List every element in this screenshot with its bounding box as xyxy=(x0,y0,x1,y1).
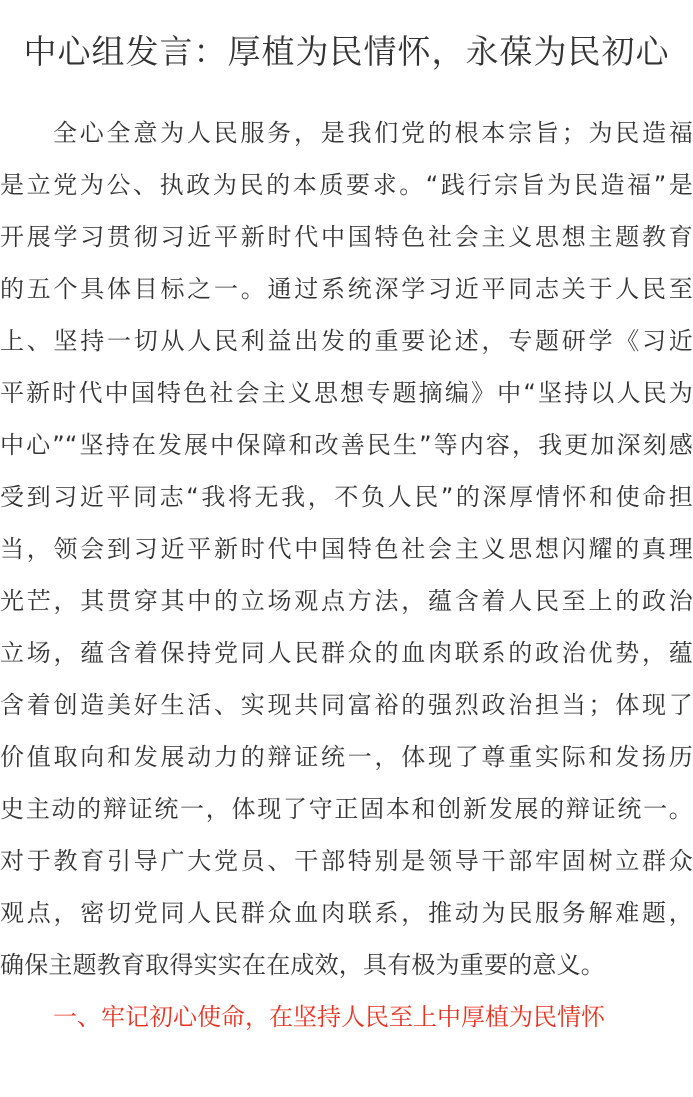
paragraph-line: 的五个具体目标之一。通过系统深学习近平同志关于人民至 xyxy=(0,275,693,303)
paragraph-line: 上、坚持一切从人民利益出发的重要论述，专题研学《习近 xyxy=(0,327,693,355)
paragraph-line: 含着创造美好生活、实现共同富裕的强烈政治担当；体现了 xyxy=(0,691,693,719)
paragraph-line: 史主动的辩证统一，体现了守正固本和创新发展的辩证统一。 xyxy=(0,795,693,823)
section-heading: 一、牢记初心使命，在坚持人民至上中厚植为民情怀 xyxy=(53,1003,605,1031)
paragraph-line: 受到习近平同志“我将无我，不负人民”的深厚情怀和使命担 xyxy=(0,483,693,511)
article-body xyxy=(0,107,693,1043)
paragraph-line: 对于教育引导广大党员、干部特别是领导干部牢固树立群众 xyxy=(0,847,693,875)
paragraph-line: 是立党为公、执政为民的本质要求。“践行宗旨为民造福”是 xyxy=(0,171,693,199)
paragraph-line: 立场，蕴含着保持党同人民群众的血肉联系的政治优势，蕴 xyxy=(0,639,693,667)
paragraph-line: 当，领会到习近平新时代中国特色社会主义思想闪耀的真理 xyxy=(0,535,693,563)
paragraph-line: 平新时代中国特色社会主义思想专题摘编》中“坚持以人民为 xyxy=(0,379,693,407)
paragraph-line: 中心”“坚持在发展中保障和改善民生”等内容，我更加深刻感 xyxy=(0,431,693,459)
paragraph-line: 开展学习贯彻习近平新时代中国特色社会主义思想主题教育 xyxy=(0,223,693,251)
paragraph-line: 观点，密切党同人民群众血肉联系，推动为民服务解难题， xyxy=(0,899,693,927)
paragraph-line: 光芒，其贯穿其中的立场观点方法，蕴含着人民至上的政治 xyxy=(0,587,693,615)
paragraph-line: 全心全意为人民服务，是我们党的根本宗旨；为民造福 xyxy=(53,119,693,147)
article-title: 中心组发言：厚植为民情怀，永葆为民初心 xyxy=(23,32,670,71)
paragraph-line: 确保主题教育取得实实在在成效，具有极为重要的意义。 xyxy=(0,951,605,979)
paragraph-line: 价值取向和发展动力的辩证统一，体现了尊重实际和发扬历 xyxy=(0,743,693,771)
